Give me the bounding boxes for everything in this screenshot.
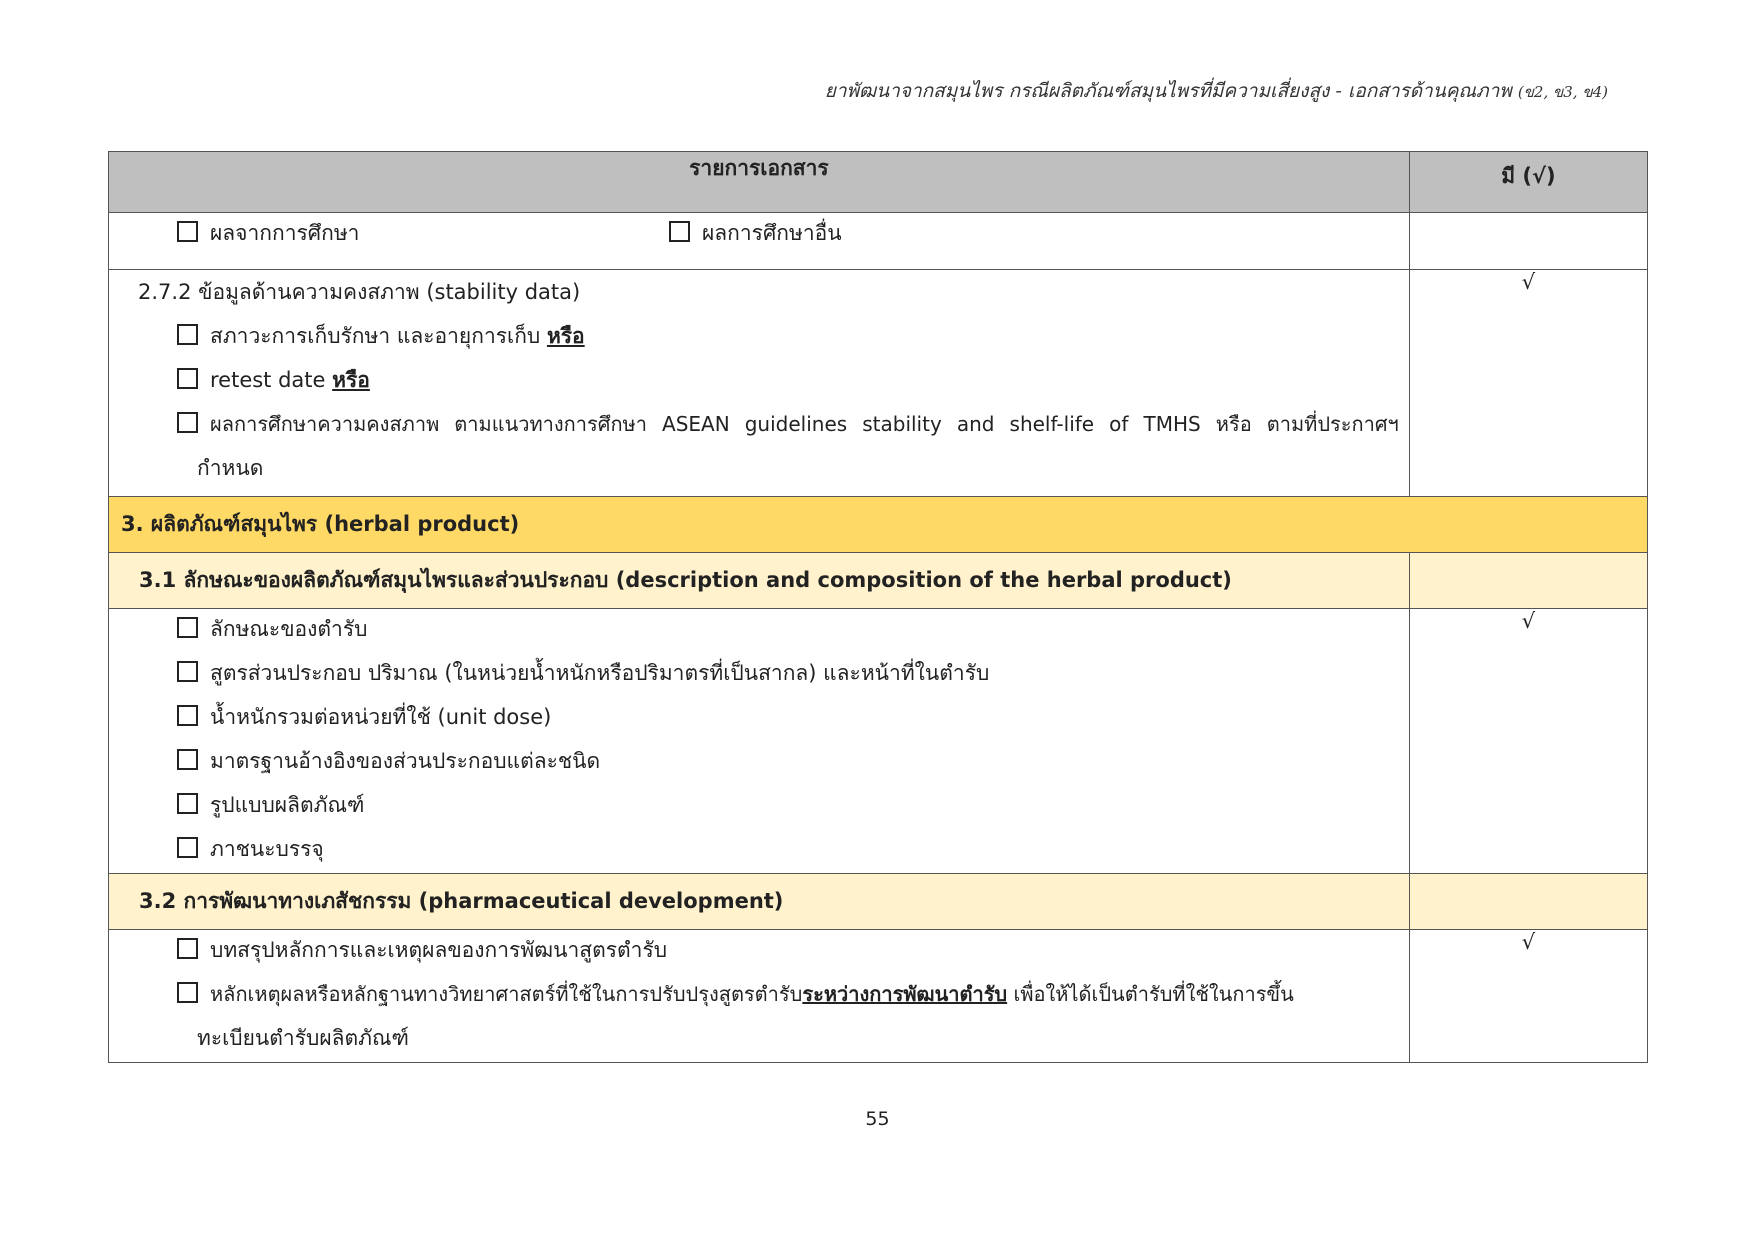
- table-row: [109, 213, 1648, 270]
- row-a-main: [109, 213, 1410, 270]
- checklist-item-word: ผลการศึกษาความคงสภาพ: [210, 412, 440, 436]
- checkbox[interactable]: [177, 221, 198, 242]
- checkbox[interactable]: [177, 938, 198, 959]
- checklist-item-label: ผลการศึกษาอื่น: [702, 221, 842, 245]
- section-31-check-header: [1409, 553, 1647, 609]
- page-number: 55: [865, 1108, 890, 1130]
- checklist-item-word: shelf-life: [1009, 412, 1095, 436]
- checkbox[interactable]: [177, 412, 198, 433]
- section-32-main: [109, 930, 1410, 1063]
- section-31-title: 3.1 ลักษณะของผลิตภัณฑ์สมุนไพรและส่วนประกอบ (description and composition of the herbal product): [109, 553, 1410, 609]
- checklist-item-label: รูปแบบผลิตภัณฑ์: [210, 793, 365, 817]
- checklist-item-word: and: [956, 412, 995, 436]
- checklist-item-continuation: กำหนด: [197, 456, 264, 480]
- table-row: [109, 270, 1648, 497]
- checklist-item-word: หรือ: [1215, 412, 1252, 436]
- section-title: 2.7.2 ข้อมูลด้านความคงสภาพ (stability data): [138, 280, 581, 304]
- subsection-row: [109, 874, 1648, 930]
- table-row: [109, 930, 1648, 1063]
- table-row: [109, 609, 1648, 874]
- section-31-main: [109, 609, 1410, 874]
- checklist-item-word: TMHS: [1143, 412, 1201, 436]
- checkbox[interactable]: [669, 221, 690, 242]
- checklist-item-word: of: [1109, 412, 1129, 436]
- running-header: [825, 76, 1608, 106]
- checklist-item-word: ASEAN: [662, 412, 730, 436]
- checklist-item-label: ภาชนะบรรจุ: [210, 837, 324, 861]
- checklist-item-label: สูตรส่วนประกอบ ปริมาณ (ในหน่วยน้ำหนักหรือปริมาตรที่เป็นสากล) และหน้าที่ในตำรับ: [210, 661, 990, 685]
- table-header-row: [109, 152, 1648, 213]
- or-emphasis: หรือ: [546, 324, 585, 348]
- checkbox[interactable]: [177, 749, 198, 770]
- checklist-item-word: ตามแนวทางการศึกษา: [454, 412, 647, 436]
- checklist-item-label: ลักษณะของตำรับ: [210, 617, 368, 641]
- section-row: [109, 497, 1648, 553]
- or-emphasis: หรือ: [332, 368, 370, 392]
- checklist-item-label: มาตรฐานอ้างอิงของส่วนประกอบแต่ละชนิด: [210, 749, 601, 773]
- column-header-document-list: รายการเอกสาร: [109, 152, 1410, 213]
- checkbox[interactable]: [177, 617, 198, 638]
- checkbox[interactable]: [177, 793, 198, 814]
- row-272-check-cell: [1409, 270, 1647, 497]
- row-a-check-cell: [1409, 213, 1647, 270]
- checklist-item-word: stability: [862, 412, 942, 436]
- checkmark: √: [1521, 270, 1536, 294]
- checklist-item-label: retest date: [210, 368, 326, 392]
- checklist-item-continuation: ทะเบียนตำรับผลิตภัณฑ์: [197, 1026, 409, 1050]
- checkbox[interactable]: [177, 661, 198, 682]
- checkbox[interactable]: [177, 705, 198, 726]
- checkmark: √: [1521, 609, 1536, 633]
- checklist-item-label: บทสรุปหลักการและเหตุผลของการพัฒนาสูตรตำรับ: [210, 938, 668, 962]
- section-32-check-cell: [1409, 930, 1647, 1063]
- running-header-code: (ข2, ข3, ข4): [1517, 83, 1608, 101]
- checklist-item-word: ตามที่ประกาศฯ: [1266, 412, 1399, 436]
- checklist-item-label: ผลจากการศึกษา: [210, 221, 360, 245]
- checkbox[interactable]: [177, 324, 198, 345]
- section-32-title: 3.2 การพัฒนาทางเภสัชกรรม (pharmaceutical development): [109, 874, 1410, 930]
- document-checklist-table: [108, 151, 1648, 1063]
- checkbox[interactable]: [177, 368, 198, 389]
- running-header-title: ยาพัฒนาจากสมุนไพร กรณีผลิตภัณฑ์สมุนไพรที่มีความเสี่ยงสูง - เอกสารด้านคุณภาพ: [824, 80, 1512, 102]
- checklist-item-label: น้ำหนักรวมต่อหน่วยที่ใช้ (unit dose): [210, 705, 552, 729]
- checklist-item-label: เพื่อให้ได้เป็นตำรับที่ใช้ในการขึ้น: [1013, 982, 1294, 1006]
- checkbox[interactable]: [177, 982, 198, 1003]
- section-31-check-cell: [1409, 609, 1647, 874]
- checklist-item-label: หลักเหตุผลหรือหลักฐานทางวิทยาศาสตร์ที่ใช้ในการปรับปรุงสูตรตำรับ: [210, 982, 803, 1006]
- checkmark: √: [1521, 930, 1536, 954]
- emphasis-during-development: ระหว่างการพัฒนาตำรับ: [802, 982, 1008, 1006]
- subsection-row: [109, 553, 1648, 609]
- checklist-item-label: สภาวะการเก็บรักษา และอายุการเก็บ: [210, 324, 541, 348]
- section-3-title: 3. ผลิตภัณฑ์สมุนไพร (herbal product): [109, 497, 1648, 553]
- section-32-check-header: [1409, 874, 1647, 930]
- checklist-item-word: guidelines: [744, 412, 848, 436]
- checkbox[interactable]: [177, 837, 198, 858]
- row-272-main: [109, 270, 1410, 497]
- column-header-has: มี (√): [1409, 152, 1647, 213]
